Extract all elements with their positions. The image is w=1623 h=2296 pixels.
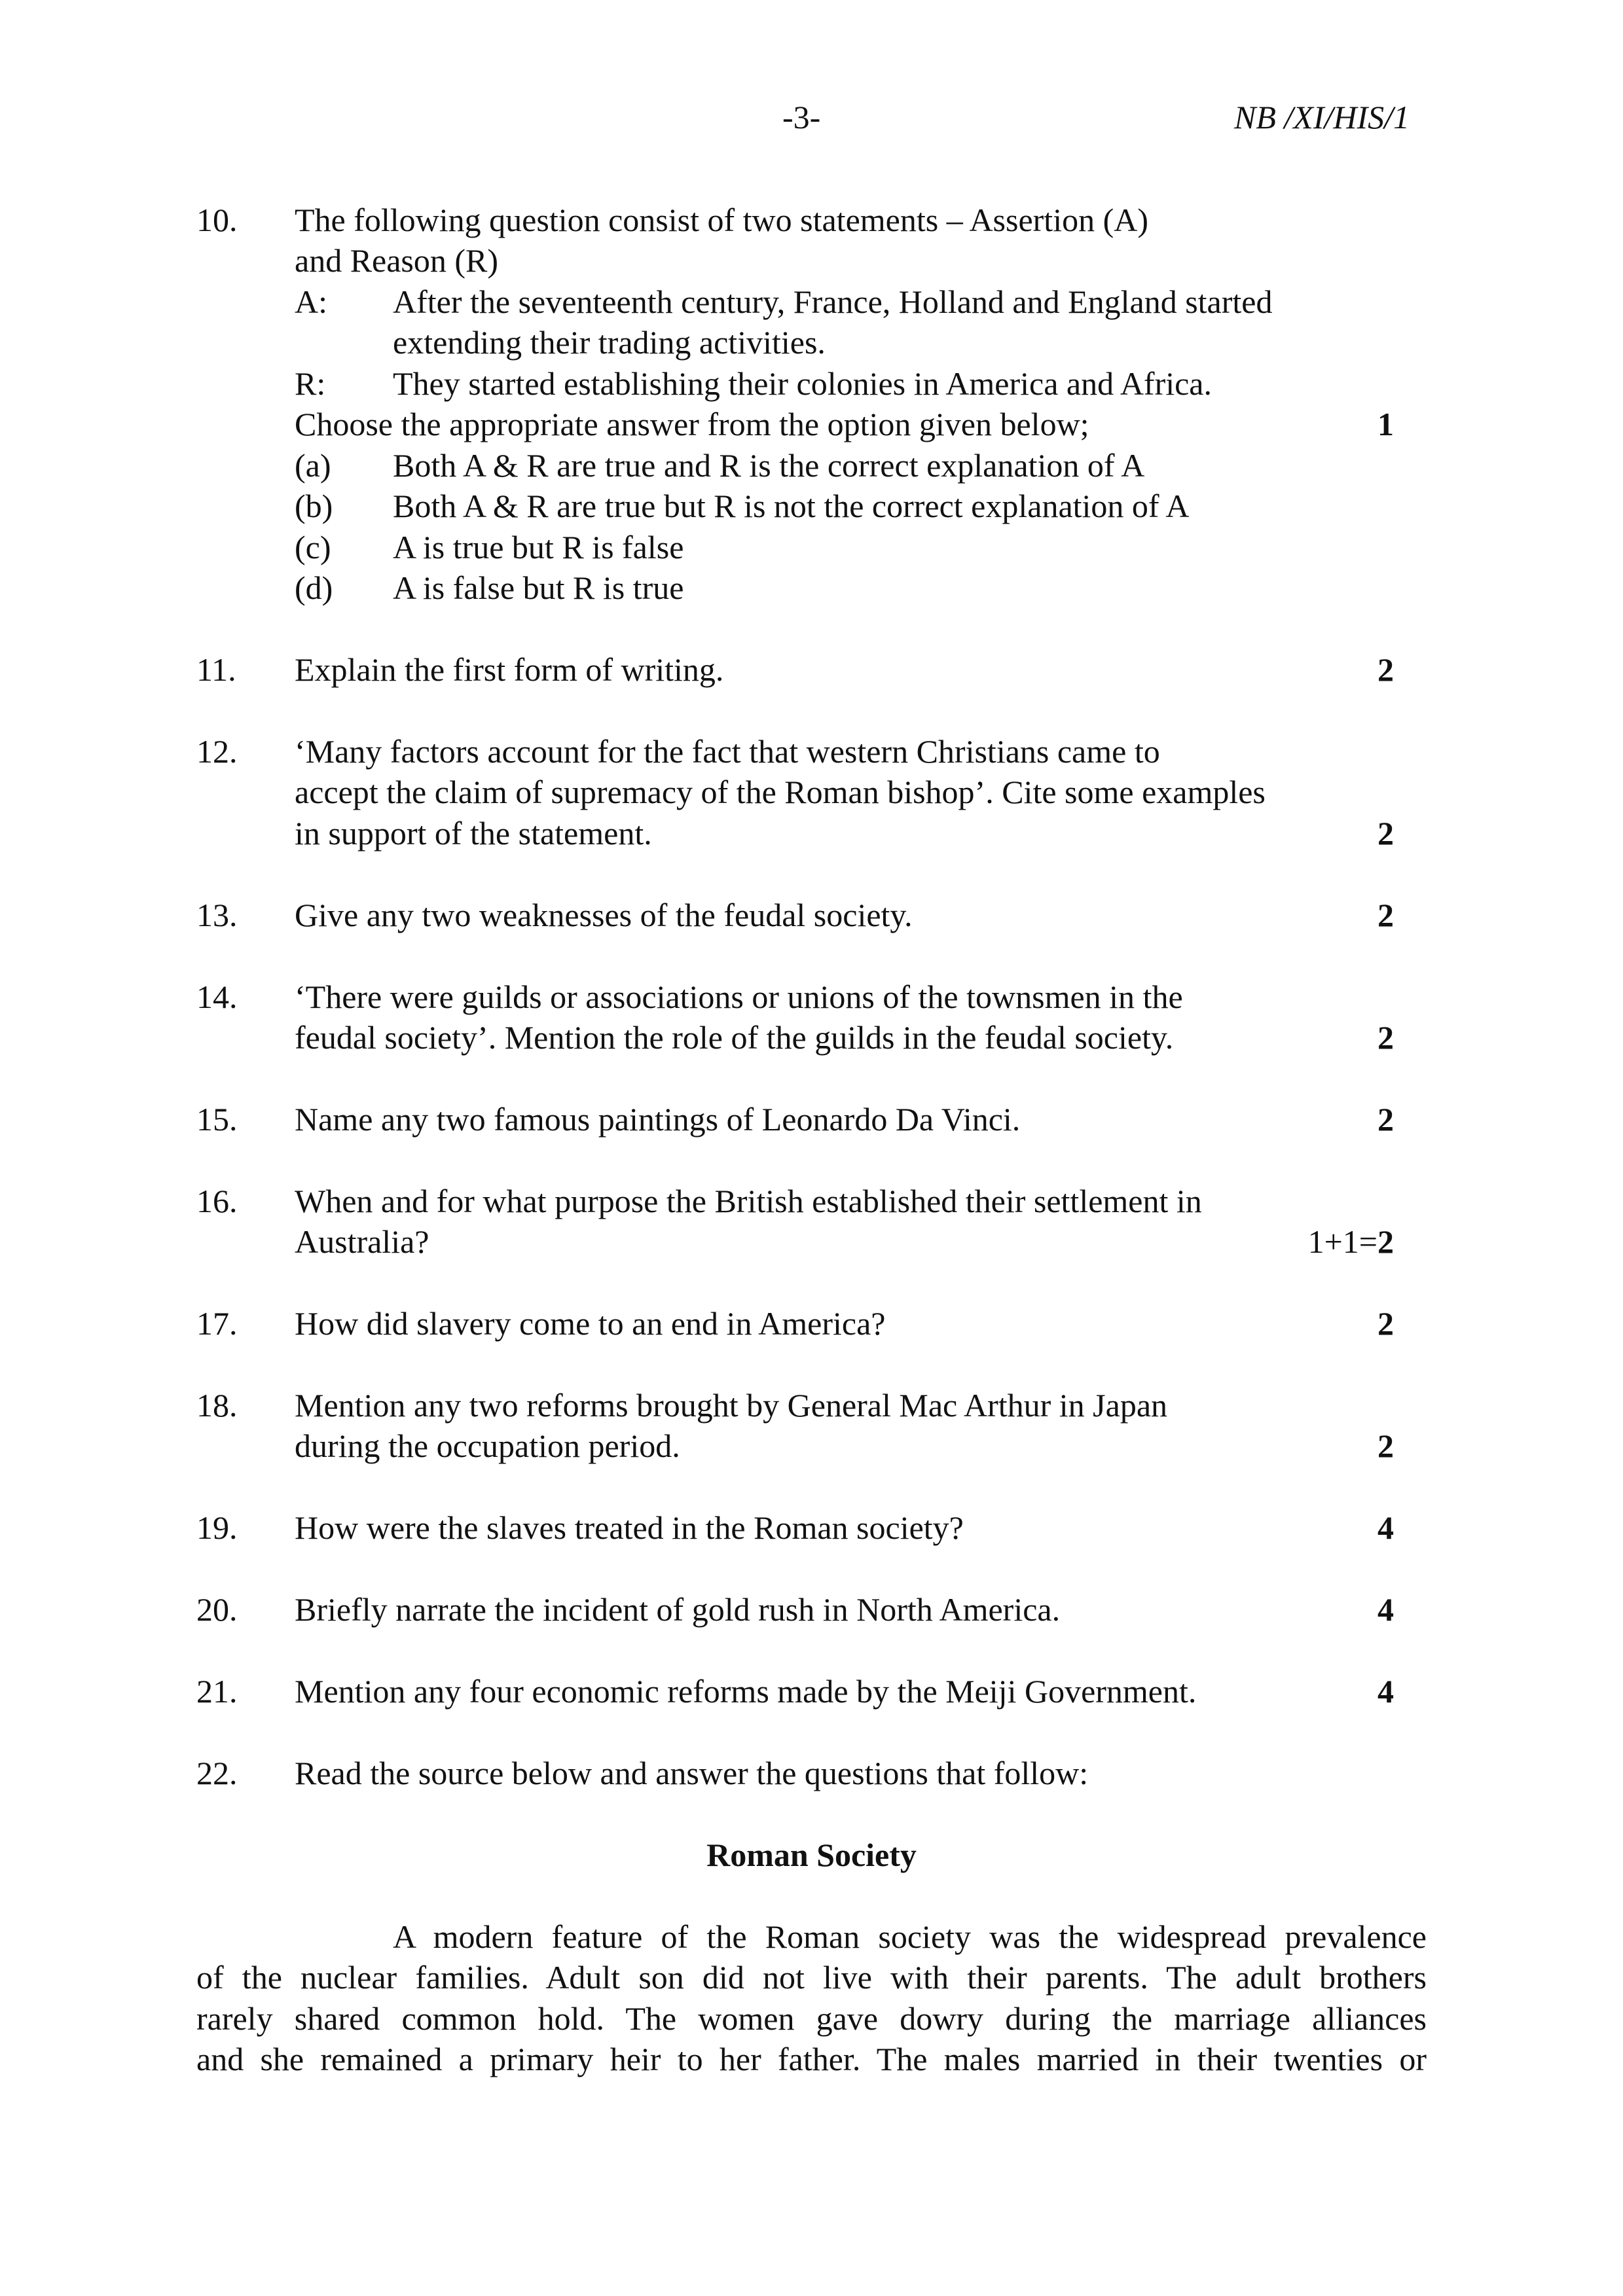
option-label: (b) (295, 488, 333, 524)
reason-label: R: (295, 365, 326, 402)
assertion-label: A: (295, 283, 327, 320)
marks-breakdown: 1+1= (1307, 1223, 1377, 1260)
question-text: ‘There were guilds or associations or unions of the townsmen in the (295, 978, 1183, 1015)
question-number: 21. (196, 1673, 238, 1710)
question-text: ‘Many factors account for the fact that western Christians came to (295, 733, 1160, 770)
question-number: 20. (196, 1591, 238, 1628)
marks: 2 (1377, 815, 1394, 852)
question-number: 15. (196, 1101, 238, 1138)
option-text: Both A & R are true and R is the correct explanation of A (393, 447, 1145, 484)
instruction-text: Choose the appropriate answer from the option given below; (295, 406, 1089, 442)
question-text: Give any two weaknesses of the feudal society. (295, 897, 913, 933)
marks: 2 (1377, 651, 1394, 688)
assertion-text: After the seventeenth century, France, Holland and England started (393, 283, 1273, 320)
marks: 1 (1377, 406, 1394, 442)
option-label: (c) (295, 529, 331, 565)
question-number: 12. (196, 733, 238, 770)
marks: 4 (1377, 1673, 1394, 1710)
question-text: Mention any two reforms brought by General Mac Arthur in Japan (295, 1387, 1168, 1424)
passage-line: A modern feature of the Roman society was the widespread prevalence (393, 1918, 1427, 1955)
question-number: 11. (196, 651, 236, 688)
marks-total: 2 (1377, 1223, 1394, 1260)
question-number: 17. (196, 1305, 238, 1342)
question-text: accept the claim of supremacy of the Roman bishop’. Cite some examples (295, 774, 1266, 810)
option-text: Both A & R are true but R is not the correct explanation of A (393, 488, 1190, 524)
option-text: A is false but R is true (393, 569, 684, 606)
passage-line: rarely shared common hold. The women gave dowry during the marriage alliances (196, 2000, 1427, 2037)
question-number: 18. (196, 1387, 238, 1424)
marks (1308, 1221, 1394, 1262)
marks: 2 (1377, 1101, 1394, 1138)
marks: 4 (1377, 1509, 1394, 1546)
page-number: -3- (782, 99, 821, 135)
assertion-text: extending their trading activities. (393, 324, 826, 361)
marks: 4 (1377, 1591, 1394, 1628)
question-text: Briefly narrate the incident of gold rush in North America. (295, 1591, 1061, 1628)
question-text: How did slavery come to an end in America? (295, 1305, 886, 1342)
question-text: Mention any four economic reforms made by the Meiji Government. (295, 1673, 1197, 1710)
question-text: and Reason (R) (295, 242, 499, 279)
question-text: in support of the statement. (295, 815, 652, 852)
paper-code: NB /XI/HIS/1 (1234, 99, 1410, 135)
marks: 2 (1377, 897, 1394, 933)
question-text: Australia? (295, 1223, 429, 1260)
passage-line: of the nuclear families. Adult son did not live with their parents. The adult brothers (196, 1959, 1427, 1996)
question-text: feudal society’. Mention the role of the guilds in the feudal society. (295, 1019, 1174, 1056)
question-text: Name any two famous paintings of Leonardo Da Vinci. (295, 1101, 1021, 1138)
passage-line: and she remained a primary heir to her father. The males married in their twenties or (196, 2041, 1427, 2077)
reason-text: They started establishing their colonies in America and Africa. (393, 365, 1213, 402)
marks: 2 (1377, 1305, 1394, 1342)
marks: 2 (1377, 1019, 1394, 1056)
question-text: Read the source below and answer the questions that follow: (295, 1755, 1089, 1791)
question-text: Explain the first form of writing. (295, 651, 724, 688)
option-label: (d) (295, 569, 333, 606)
question-text: The following question consist of two statements – Assertion (A) (295, 202, 1149, 238)
question-text: How were the slaves treated in the Roman society? (295, 1509, 964, 1546)
question-text: When and for what purpose the British established their settlement in (295, 1183, 1202, 1219)
question-number: 16. (196, 1183, 238, 1219)
question-text: during the occupation period. (295, 1427, 680, 1464)
marks: 2 (1377, 1427, 1394, 1464)
question-number: 10. (196, 202, 238, 238)
question-number: 19. (196, 1509, 238, 1546)
question-number: 22. (196, 1755, 238, 1791)
question-number: 13. (196, 897, 238, 933)
question-number: 14. (196, 978, 238, 1015)
source-title: Roman Society (706, 1837, 917, 1873)
option-label: (a) (295, 447, 331, 484)
option-text: A is true but R is false (393, 529, 684, 565)
